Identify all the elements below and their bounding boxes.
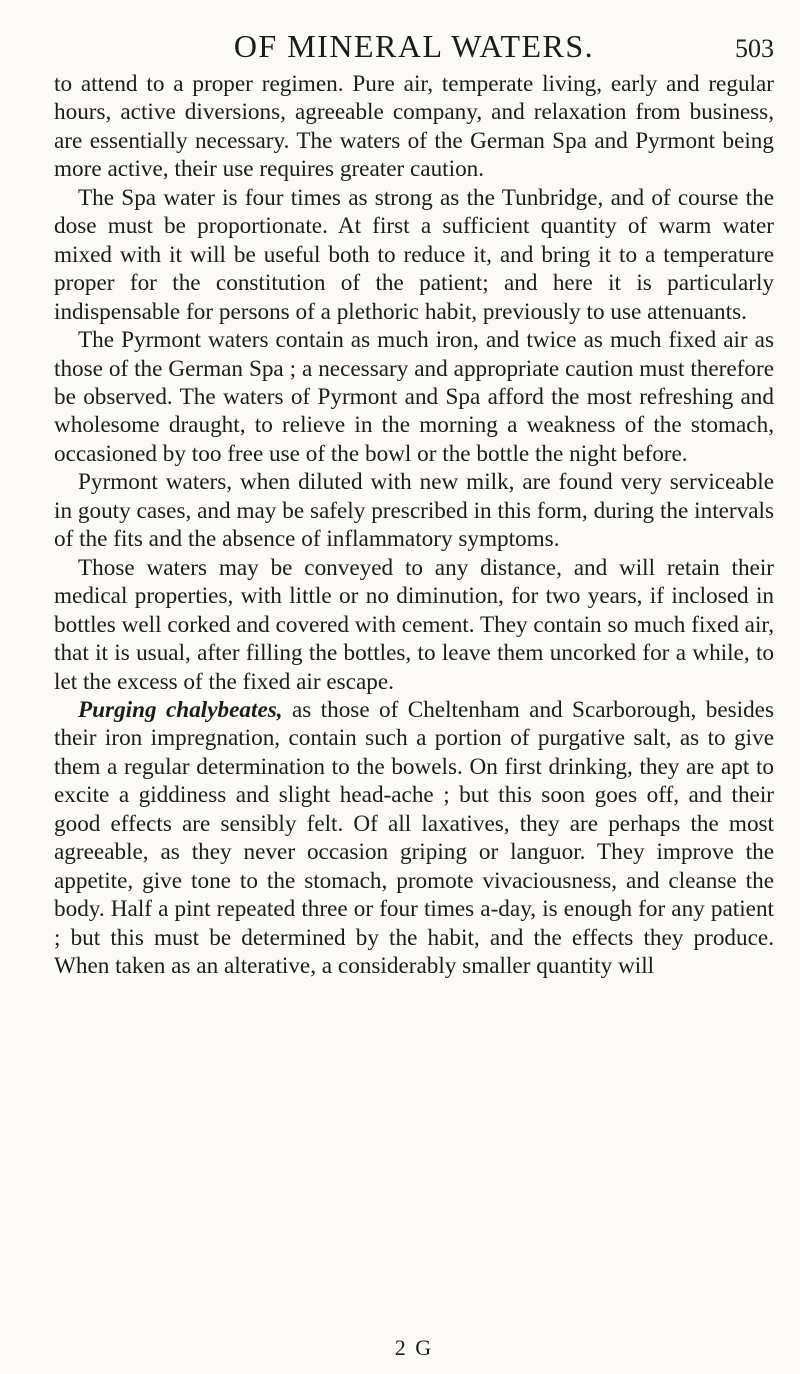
paragraph-text: to attend to a proper regimen. Pure air, temperate living, early and regular hours, active diversions, agreeable company, and relaxation from business, are essentially necessary. The waters of the German Spa and Pyrmont being more active, their use requires greater caution. xyxy=(54,71,774,183)
paragraph-lead-term: Purging chalybeates, xyxy=(78,696,283,723)
paragraph-regimen xyxy=(54,70,774,184)
page-number: 503 xyxy=(735,34,774,63)
paragraph-text: Those waters may be conveyed to any distance, and will retain their medical properties, with little or no diminution, for two years, if inclosed in bottles well corked and covered with cement. They contain so much fixed air, that it is usual, after filling the bottles, to leave them uncorked for a while, to let the excess of the fixed air escape. xyxy=(54,554,774,695)
paragraph-text: as those of Cheltenham and Scarborough, besides their iron impregnation, contain such a portion of purgative salt, as to give them a regular determination to the bowels. On first drinking, they are apt to excite a giddiness and slight head-ache ; but this soon goes off, and their good effects are sensibly felt. Of all laxatives, they are perhaps the most agreeable, as they never occasion griping or languor. They improve the appetite, give tone to the stomach, promote vivaciousness, and cleanse the body. Half a pint repeated three or four times a-day, is enough for any patient ; but this must be determined by the habit, and the effects they produce. When taken as an alterative, a considerably smaller quantity will xyxy=(54,696,774,980)
paragraph-pyrmont-waters xyxy=(54,326,774,468)
paragraph-text: Pyrmont waters, when diluted with new milk, are found very serviceable in gouty cases, and may be safely prescribed in this form, during the intervals of the fits and the absence of inflammatory symptoms. xyxy=(54,469,774,553)
paragraph-conveyance xyxy=(54,554,774,696)
paragraph-purging-chalybeates xyxy=(54,696,774,981)
signature-mark: 2 G xyxy=(394,1335,434,1360)
paragraph-text: The Pyrmont waters contain as much iron, and twice as much fixed air as those of the German Spa ; a necessary and appropriate caution must therefore be observed. The waters of Pyrmont and Spa afford the most refreshing and wholesome draught, to relieve in the morning a weakness of the stomach, occasioned by too free use of the bowl or the bottle the night before. xyxy=(54,327,774,467)
paragraph-pyrmont-milk xyxy=(54,468,774,553)
running-title: OF MINERAL WATERS. xyxy=(233,28,595,64)
paragraph-spa-water xyxy=(54,184,774,326)
paragraph-text: The Spa water is four times as strong as the Tunbridge, and of course the dose must be proportionate. At first a sufficient quantity of warm water mixed with it will be useful both to reduce it, and bring it to a temperature proper for the constitution of the patient; and here it is particularly indispensable for persons of a plethoric habit, previously to use attenuants. xyxy=(54,184,774,325)
body-text xyxy=(54,70,774,981)
running-head xyxy=(54,28,774,68)
